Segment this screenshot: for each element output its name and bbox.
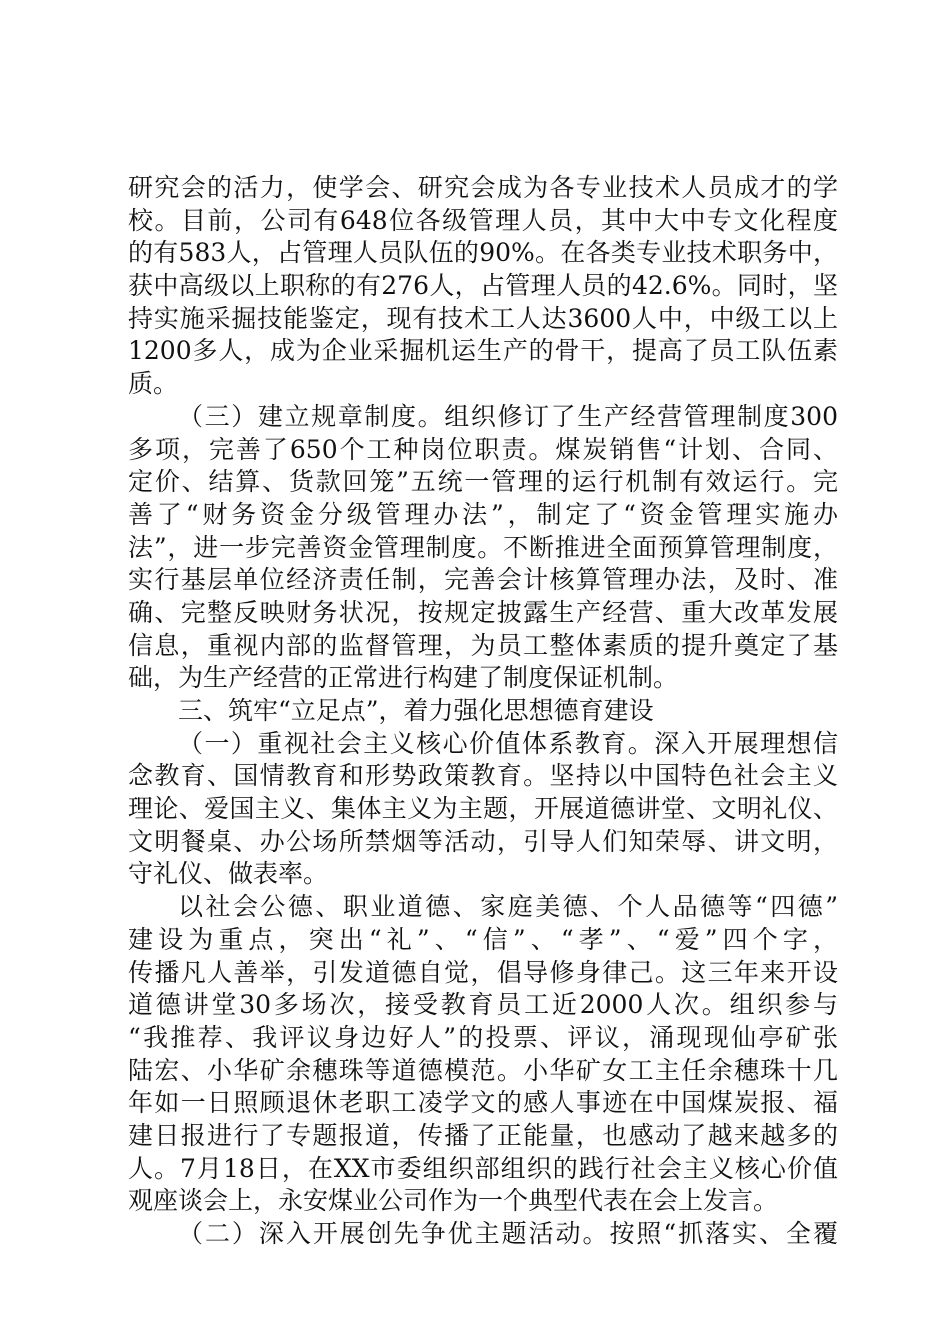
text-line: 道德讲堂30多场次，接受教育员工近2000人次。组织参与 <box>128 990 838 1020</box>
section-heading <box>128 695 838 728</box>
text-line: （二）深入开展创先争优主题活动。按照“抓落实、全覆 <box>178 1219 838 1248</box>
text-line: 以社会公德、职业道德、家庭美德、个人品德等“四德” <box>178 892 838 922</box>
text-line: 信息，重视内部的监督管理，为员工整体素质的提升奠定了基 <box>128 630 838 660</box>
text-line: 的有583人，占管理人员队伍的90%。在各类专业技术职务中， <box>128 238 838 268</box>
text-line: 理论、爱国主义、集体主义为主题，开展道德讲堂、文明礼仪、 <box>128 794 838 824</box>
paragraph <box>128 1218 838 1251</box>
text-line: 建设为重点，突出“礼”、“信”、“孝”、“爱”四个字， <box>128 924 838 954</box>
text-line: 确、完整反映财务状况，按规定披露生产经营、重大改革发展 <box>128 597 838 627</box>
text-line: 观座谈会上，永安煤业公司作为一个典型代表在会上发言。 <box>128 1186 779 1216</box>
text-line: 持实施采掘技能鉴定，现有技术工人达3600人中，中级工以上 <box>128 303 838 333</box>
text-line: 研究会的活力，使学会、研究会成为各专业技术人员成才的学 <box>128 173 838 202</box>
text-line: 年如一日照顾退休老职工凌学文的感人事迹在中国煤炭报、福 <box>128 1088 838 1118</box>
text-line: 守礼仪、做表率。 <box>128 859 329 889</box>
paragraph <box>128 172 838 401</box>
text-line: 建日报进行了专题报道，传播了正能量，也感动了越来越多的 <box>128 1120 838 1150</box>
text-line: 善了“财务资金分级管理办法”，制定了“资金管理实施办 <box>128 499 838 529</box>
paragraph <box>128 401 838 695</box>
text-line: 陆宏、小华矿余穗珠等道德模范。小华矿女工主任余穗珠十几 <box>128 1055 838 1085</box>
text-line: 实行基层单位经济责任制，完善会计核算管理办法，及时、准 <box>128 565 838 595</box>
text-line: 1200多人，成为企业采掘机运生产的骨干，提高了员工队伍素 <box>128 336 838 366</box>
text-line: （一）重视社会主义核心价值体系教育。深入开展理想信 <box>178 728 838 758</box>
text-line: 定价、结算、货款回笼”五统一管理的运行机制有效运行。完 <box>128 467 838 497</box>
text-line: 法”，进一步完善资金管理制度。不断推进全面预算管理制度， <box>128 532 838 562</box>
document-body <box>128 172 838 1251</box>
text-line: 校。目前，公司有648位各级管理人员，其中大中专文化程度 <box>128 205 838 235</box>
paragraph <box>128 891 838 1218</box>
text-line: 础，为生产经营的正常进行构建了制度保证机制。 <box>128 663 679 693</box>
text-line: “我推荐、我评议身边好人”的投票、评议，涌现现仙亭矿张 <box>128 1022 838 1052</box>
text-line: 人。7月18日，在XX市委组织部组织的践行社会主义核心价值 <box>128 1153 838 1183</box>
text-line: 质。 <box>128 369 179 399</box>
section-heading-text: 三、筑牢“立足点”，着力强化思想德育建设 <box>178 696 654 725</box>
paragraph <box>128 728 838 891</box>
text-line: 文明餐桌、办公场所禁烟等活动，引导人们知荣辱、讲文明， <box>128 826 838 856</box>
text-line: 获中高级以上职称的有276人，占管理人员的42.6%。同时，坚 <box>128 271 838 301</box>
text-line: 多项，完善了650个工种岗位职责。煤炭销售“计划、合同、 <box>128 434 838 464</box>
text-line: （三）建立规章制度。组织修订了生产经营管理制度300 <box>178 401 838 431</box>
text-line: 传播凡人善举，引发道德自觉，倡导修身律己。这三年来开设 <box>128 957 838 987</box>
text-line: 念教育、国情教育和形势政策教育。坚持以中国特色社会主义 <box>128 761 838 791</box>
